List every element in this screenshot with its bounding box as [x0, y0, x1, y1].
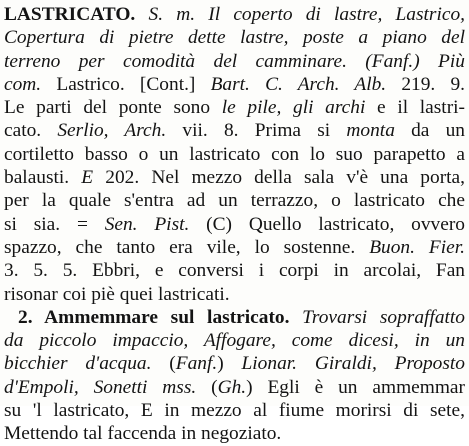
text-run: e il lastri- — [365, 97, 465, 119]
text-run: si sia. = — [4, 213, 105, 235]
italic-text: d'Empoli, Sonetti mss. — [4, 376, 197, 398]
text-run: risonar coi piè quei lastricati. — [4, 283, 230, 305]
text-run: per la quale s'entra ad un terrazzo, o lastricato che — [4, 190, 465, 212]
text-run: su 'l lastricato, E in mezzo al fiume morirsi di sete, — [4, 400, 465, 422]
italic-text: le pile, gli archi — [221, 97, 366, 119]
text-run: ) Egli è un ammemmar — [246, 376, 465, 398]
headword: 2. Ammemmare sul lastricato. — [18, 306, 290, 328]
text-line — [4, 3, 465, 26]
text-line — [4, 259, 465, 282]
italic-text: Buon. Fier. — [369, 236, 465, 258]
text-line — [4, 283, 465, 306]
italic-text: terreno per comodità del camminare. (Fanf.) Più — [4, 50, 465, 72]
text-run: Lastrico. [Cont.] — [41, 73, 211, 95]
text-line — [4, 26, 465, 49]
italic-text: Serlio, Arch. — [57, 120, 167, 142]
text-run — [135, 4, 148, 25]
text-line — [4, 306, 465, 329]
text-line — [4, 399, 465, 422]
italic-text: da piccolo impaccio, Affogare, come dicesi, in un — [4, 330, 465, 352]
italic-text: S. m. Il coperto di lastre, Lastrico, — [148, 4, 465, 25]
italic-text: Fanf. — [175, 353, 218, 375]
text-line — [4, 189, 465, 212]
italic-text: Lionar. Giraldi, Proposto — [241, 353, 465, 375]
text-line — [4, 376, 465, 399]
italic-text: E — [81, 167, 94, 189]
italic-text: Bart. C. Arch. Alb. — [210, 73, 387, 95]
text-line — [4, 236, 465, 259]
text-run: 202. Nel mezzo della sala v'è una porta, — [93, 167, 465, 189]
italic-text: Sen. Pist. — [104, 213, 190, 235]
text-line — [4, 213, 465, 236]
text-run: ( — [196, 376, 218, 398]
text-run: cato. — [4, 120, 58, 142]
text-line — [4, 143, 465, 166]
text-run: da un — [394, 120, 465, 142]
italic-text: monta — [346, 120, 395, 142]
text-line — [4, 422, 465, 445]
text-run: spazzo, che tanto era vile, lo sostenne. — [4, 236, 370, 258]
text-line — [4, 96, 465, 119]
text-line — [4, 352, 465, 375]
italic-text: com. — [4, 73, 42, 95]
dictionary-subentry-ammemmare — [4, 306, 465, 446]
text-run: Mettendo tal faccenda in negoziato. — [4, 423, 282, 445]
dictionary-entry-lastricato — [4, 3, 465, 306]
headword: LASTRICATO. — [4, 4, 136, 25]
text-line — [4, 119, 465, 142]
text-line — [4, 329, 465, 352]
text-run — [289, 307, 302, 328]
text-run: (C) Quello lastricato, ovvero — [189, 213, 465, 235]
text-line — [4, 50, 465, 73]
text-run: Le parti del ponte sono — [4, 97, 222, 119]
italic-text: bicchier d'acqua. — [4, 353, 152, 375]
text-run: cortiletto basso o un lastricato con lo suo parapetto a — [4, 143, 465, 165]
text-run: ( — [151, 353, 176, 375]
text-run: 219. 9. — [386, 73, 465, 95]
italic-text: Gh. — [217, 376, 247, 398]
text-run: ) — [217, 353, 242, 375]
text-line — [4, 166, 465, 189]
text-run: 3. 5. 5. Ebbri, e conversi i corpi in arcolai, Fan — [4, 260, 465, 282]
text-line — [4, 73, 465, 96]
italic-text: Trovarsi sopraffatto — [302, 306, 465, 328]
text-run: balausti. — [4, 167, 82, 189]
italic-text: Copertura di pietre dette lastre, poste a piano del — [4, 27, 465, 49]
text-run: vii. 8. Prima si — [166, 120, 347, 142]
